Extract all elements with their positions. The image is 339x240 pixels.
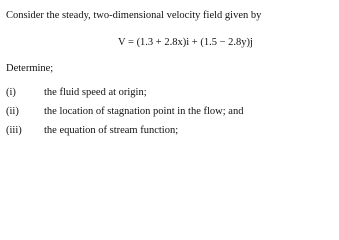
item-number: (iii) — [6, 125, 22, 136]
item-text: the equation of stream function; — [44, 125, 179, 136]
item-number: (i) — [6, 87, 16, 98]
intro-text: Consider the steady, two-dimensional velocity field given by — [6, 10, 262, 21]
velocity-equation: V = (1.3 + 2.8x)i + (1.5 − 2.8y)j — [118, 37, 253, 48]
item-number: (ii) — [6, 106, 19, 117]
determine-label: Determine; — [6, 63, 54, 74]
item-text: the location of stagnation point in the flow; and — [44, 106, 244, 117]
item-text: the fluid speed at origin; — [44, 87, 147, 98]
